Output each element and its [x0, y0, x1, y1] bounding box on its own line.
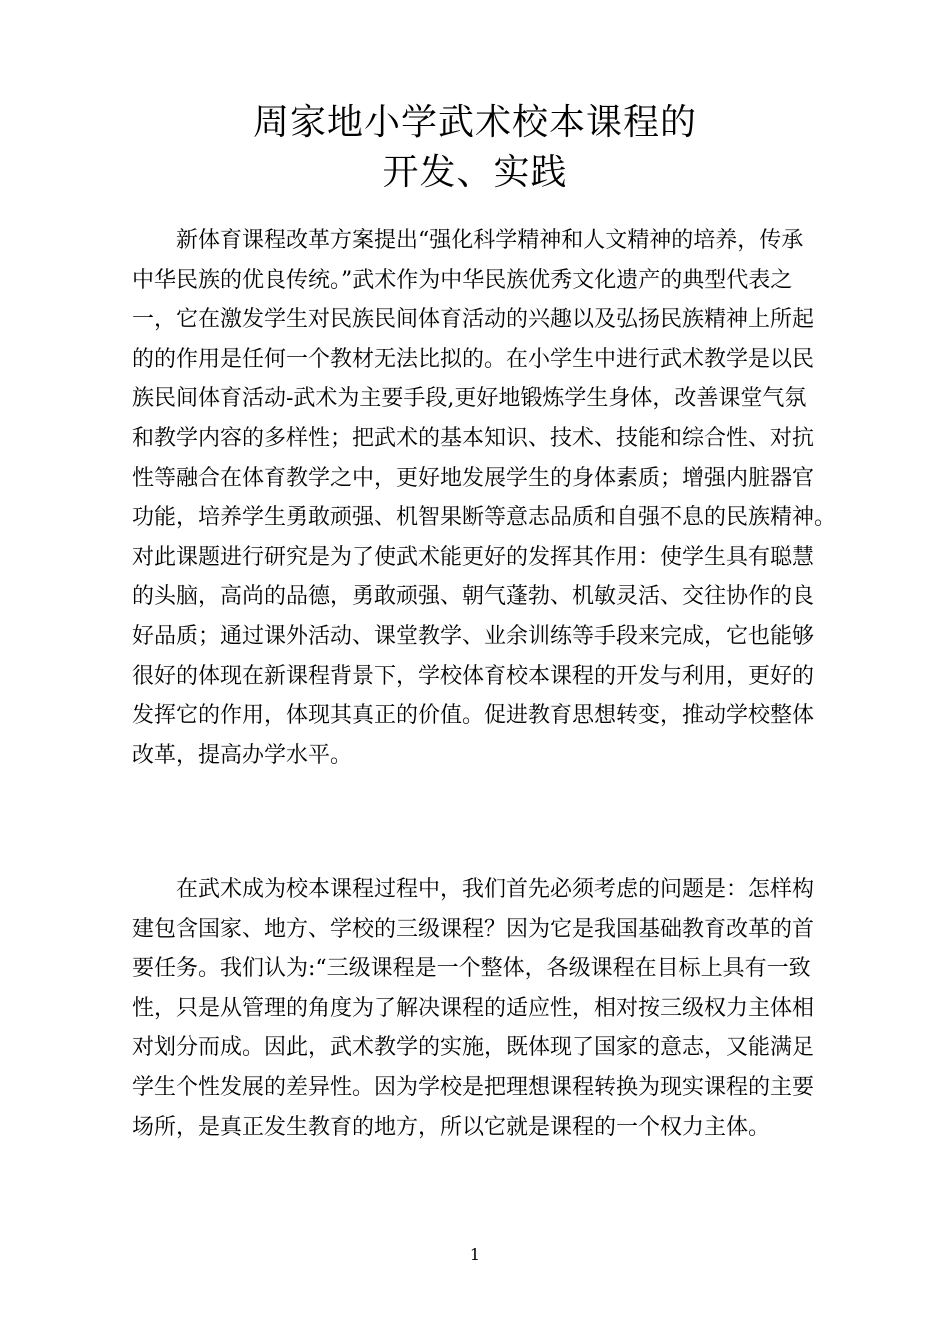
paragraph-line: 对划分而成。因此，武术教学的实施，既体现了国家的意志，又能满足: [132, 1035, 815, 1061]
paragraph-1: [132, 221, 837, 775]
paragraph-line: 场所，是真正发生教育的地方，所以它就是课程的一个权力主体。: [132, 1114, 771, 1140]
paragraph-line: 对此课题进行研究是为了使武术能更好的发挥其作用：使学生具有聪慧: [132, 544, 815, 570]
paragraph-line: 建包含国家、地方、学校的三级课程？因为它是我国基础教育改革的首: [132, 916, 815, 942]
paragraph-line: 性，只是从管理的角度为了解决课程的适应性，相对按三级权力主体相: [132, 995, 815, 1021]
paragraph-line: 一，它在激发学生对民族民间体育活动的兴趣以及弘扬民族精神上所起: [132, 307, 815, 333]
paragraph-line: 中华民族的优良传统。”武术作为中华民族优秀文化遗产的典型代表之: [132, 267, 793, 293]
paragraph-line: 和教学内容的多样性；把武术的基本知识、技术、技能和综合性、对抗: [132, 425, 815, 451]
paragraph-line: 的的作用是任何一个教材无法比拟的。在小学生中进行武术教学是以民: [132, 346, 815, 372]
document-title-line-1: 周家地小学武术校本课程的: [252, 102, 697, 143]
paragraph-line: 新体育课程改革方案提出“强化科学精神和人文精神的培养，传承: [132, 228, 804, 253]
paragraph-line: 要任务。我们认为:“三级课程是一个整体，各级课程在目标上具有一致: [132, 956, 811, 982]
paragraph-line: 功能，培养学生勇敢顽强、机智果断等意志品质和自强不息的民族精神。: [132, 505, 837, 531]
paragraph-line: 性等融合在体育教学之中，更好地发展学生的身体素质；增强内脏器官: [132, 465, 815, 491]
paragraph-line: 在武术成为校本课程过程中，我们首先必须考虑的问题是：怎样构: [132, 877, 815, 902]
paragraph-line: 很好的体现在新课程背景下，学校体育校本课程的开发与利用，更好的: [132, 663, 815, 689]
paragraph-line: 改革，提高办学水平。: [132, 742, 353, 768]
paragraph-2: [132, 870, 832, 1147]
paragraph-line: 发挥它的作用，体现其真正的价值。促进教育思想转变，推动学校整体: [132, 703, 815, 729]
document-title-line-2: 开发、实践: [382, 152, 568, 193]
page-number: 1: [469, 1245, 481, 1264]
paragraph-line: 学生个性发展的差异性。因为学校是把理想课程转换为现实课程的主要: [132, 1074, 815, 1100]
paragraph-line: 的头脑，高尚的品德，勇敢顽强、朝气蓬勃、机敏灵活、交往协作的良: [132, 584, 815, 610]
paragraph-line: 好品质；通过课外活动、课堂教学、业余训练等手段来完成，它也能够: [132, 623, 815, 649]
paragraph-line: 族民间体育活动-武术为主要手段,更好地锻炼学生身体，改善课堂气氛: [132, 386, 807, 412]
